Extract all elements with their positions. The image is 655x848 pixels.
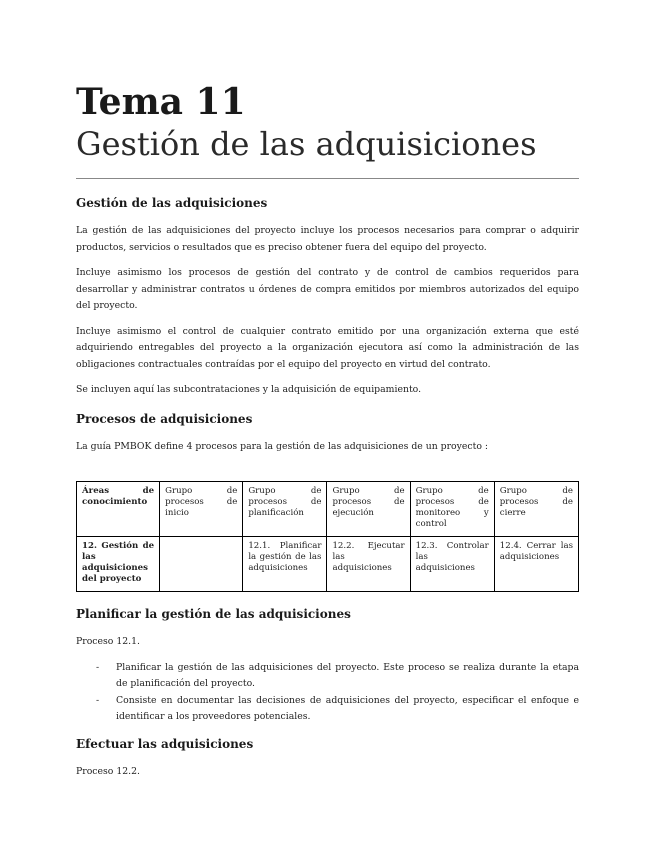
table-header-cell: Grupo de procesos de ejecución [327,482,410,537]
paragraph: La gestión de las adquisiciones del proyecto incluye los procesos necesarios para comprar o adquirir productos, servicios o resultados que es preciso obtener fuera del equipo del proyecto. [76,225,579,253]
table-cell: 12. Gestión de las adquisiciones del proyecto [77,537,160,592]
chapter-subtitle: Gestión de las adquisiciones [76,125,537,163]
list-item-text: Planificar la gestión de las adquisiciones del proyecto. Este proceso se realiza durante la etapa de planificación del proyecto. [116,661,579,689]
list-item [76,693,579,726]
table-cell: 12.2. Ejecutar las adquisiciones [327,537,410,592]
chapter-title: Tema 11 [76,81,246,123]
process-label: Proceso 12.2. [76,765,140,777]
bullet-list [76,660,579,726]
table-header-cell: Grupo de procesos de monitoreo y control [410,482,494,537]
document-page [76,80,579,789]
bullet-dash: - [96,694,100,706]
section-heading-gestion: Gestión de las adquisiciones [76,196,268,210]
paragraph: Incluye asimismo los procesos de gestión del contrato y de control de cambios requeridos para desarrollar y administrar contratos u órdenes de compra emitidos por miembros autorizados del equipo del proyecto. [76,267,579,311]
table-header-row [77,482,579,537]
table-header-cell: Grupo de procesos de inicio [160,482,243,537]
paragraph: La guía PMBOK define 4 procesos para la gestión de las adquisiciones de un proyecto : [76,440,489,452]
table-header-cell: Áreas de conocimiento [77,482,160,537]
table-cell: 12.3. Controlar las adquisiciones [410,537,494,592]
process-table [76,481,579,592]
table-row [77,537,579,592]
bullet-dash: - [96,661,100,673]
section-heading-efectuar: Efectuar las adquisiciones [76,736,254,751]
table-cell [160,537,243,592]
paragraph: Se incluyen aquí las subcontrataciones y la adquisición de equipamiento. [76,384,422,395]
section-heading-procesos: Procesos de adquisiciones [76,411,253,426]
table-header-cell: Grupo de procesos de cierre [494,482,578,537]
process-label: Proceso 12.1. [76,636,140,647]
table-cell: 12.4. Cerrar las adquisiciones [494,537,578,592]
list-item [76,660,579,693]
paragraph: Incluye asimismo el control de cualquier contrato emitido por una organización externa que esté adquiriendo entregables del proyecto a la organización ejecutora así como la administración de las obligaciones contractuales contraídas por el equipo del proyecto en virtud del contrato. [76,325,579,370]
title-divider [76,178,579,179]
section-heading-planificar: Planificar la gestión de las adquisiciones [76,607,351,621]
list-item-text: Consiste en documentar las decisiones de adquisiciones del proyecto, especificar el enfoque e identificar a los proveedores potenciales. [116,694,579,722]
table-cell: 12.1. Planificar la gestión de las adquisiciones [243,537,327,592]
table-header-cell: Grupo de procesos de planificación [243,482,327,537]
